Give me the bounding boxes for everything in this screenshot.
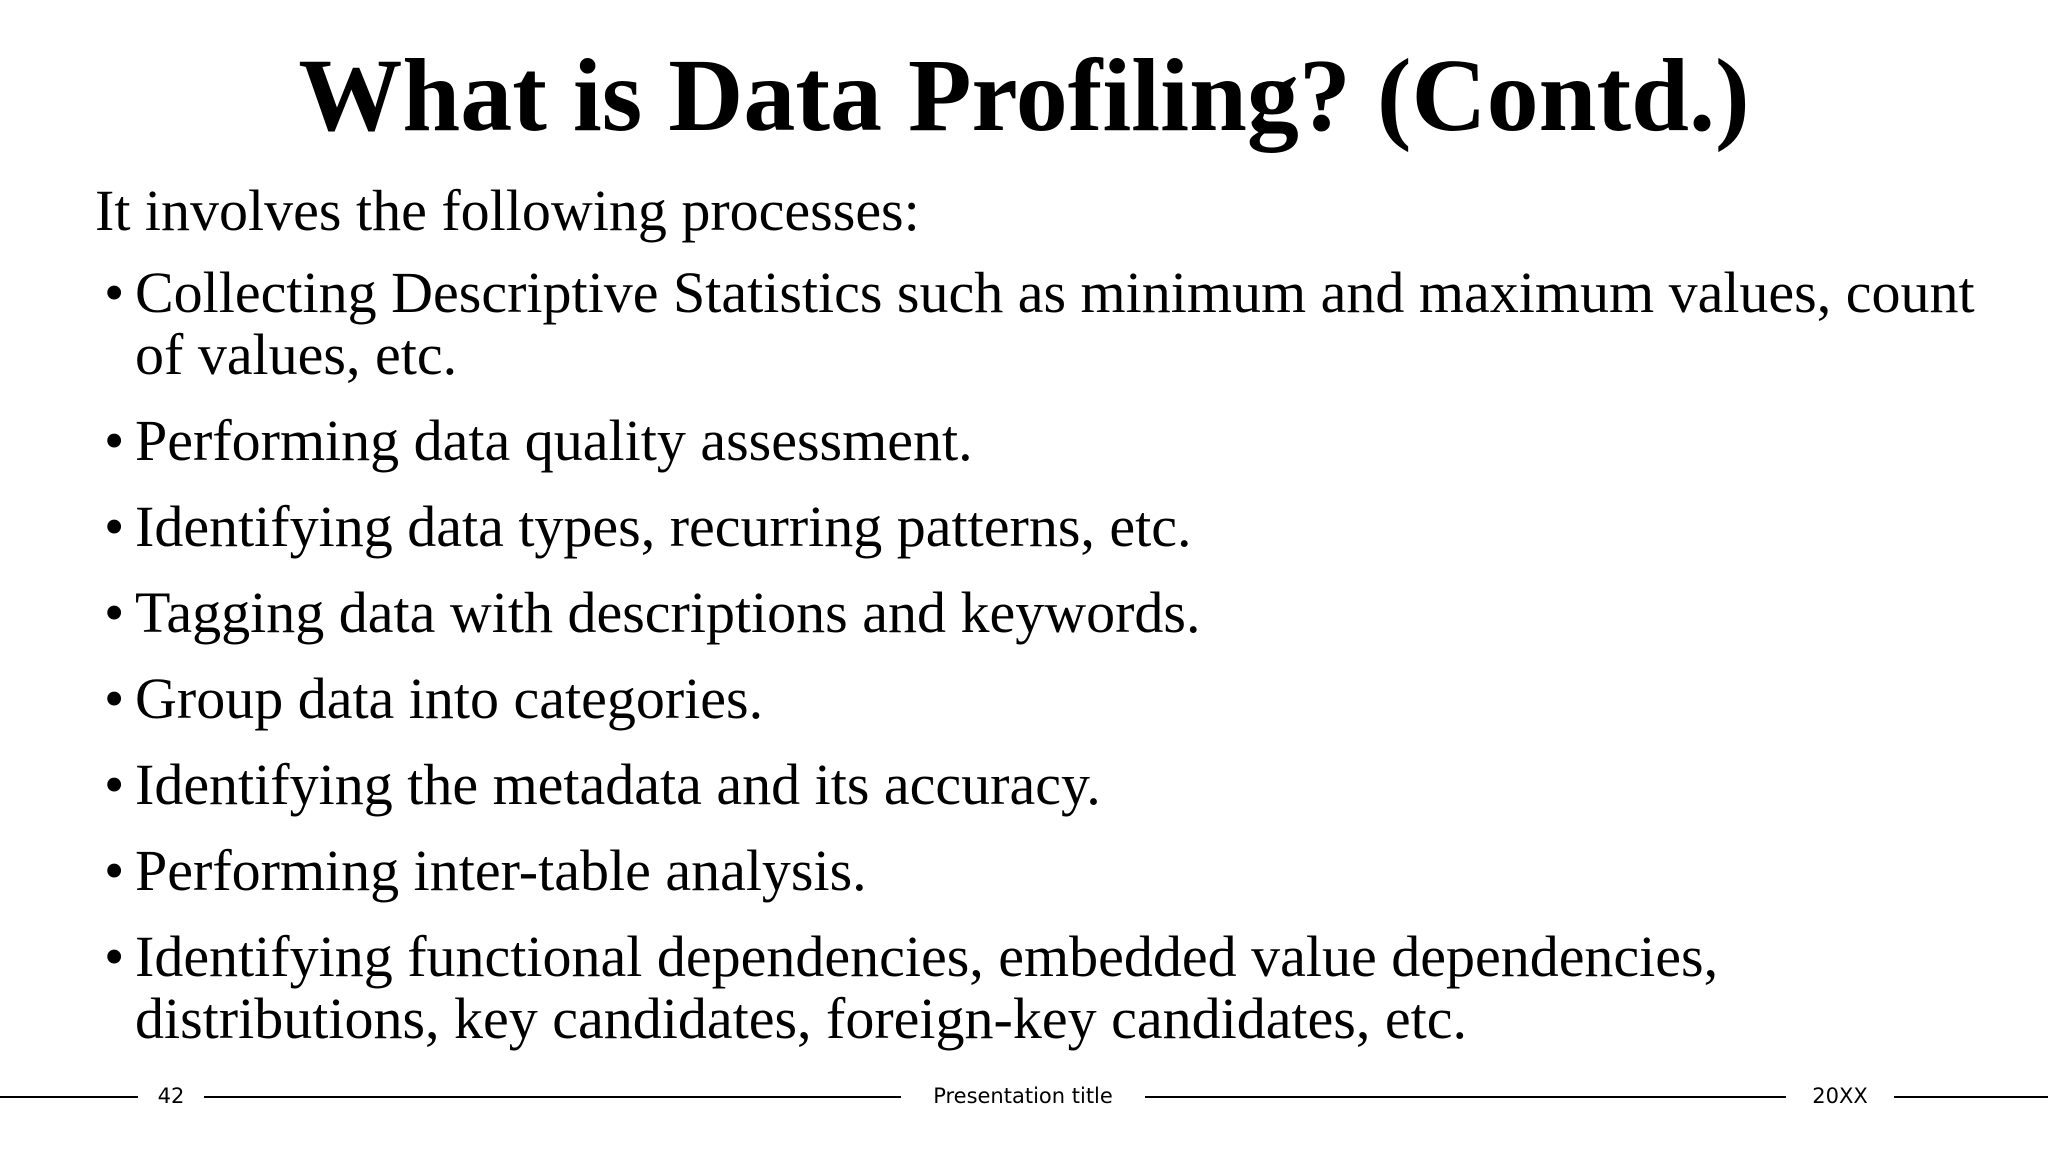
bullet-text: Group data into categories. [135, 666, 764, 731]
bullet-item [95, 926, 1995, 1050]
bullet-dot: • [104, 666, 125, 731]
bullet-dot: • [104, 752, 125, 817]
bullet-item [95, 410, 1995, 472]
footer-date: 20XX [1812, 1084, 1868, 1108]
bullet-text: Performing data quality assessment. [135, 408, 973, 473]
footer-rule-right [1894, 1096, 2048, 1098]
presentation-title: Presentation title [933, 1084, 1113, 1108]
bullet-dot: • [104, 580, 125, 645]
bullet-item [95, 668, 1995, 730]
footer-rule-middle-left [204, 1096, 901, 1098]
bullet-text: Collecting Descriptive Statistics such as minimum and maximum values, count of values, etc. [135, 260, 1975, 387]
bullet-text: Identifying data types, recurring patterns, etc. [135, 494, 1192, 559]
bullet-dot: • [104, 838, 125, 903]
bullet-dot: • [104, 494, 125, 559]
bullet-text: Performing inter-table analysis. [135, 838, 867, 903]
bullet-item [95, 496, 1995, 558]
bullet-text: Tagging data with descriptions and keywords. [135, 580, 1201, 645]
bullet-dot: • [104, 260, 125, 325]
slide-body [95, 176, 1995, 1074]
page-number: 42 [157, 1084, 185, 1108]
bullet-item [95, 262, 1995, 386]
bullet-dot: • [104, 924, 125, 989]
intro-text: It involves the following processes: [95, 178, 920, 243]
bullet-item [95, 582, 1995, 644]
bullet-item [95, 754, 1995, 816]
slide-footer [0, 1080, 2048, 1112]
slide-title: What is Data Profiling? (Contd.) [298, 38, 1750, 153]
bullet-dot: • [104, 408, 125, 473]
footer-rule-left [0, 1096, 138, 1098]
bullet-list [95, 262, 1995, 1050]
bullet-item [95, 840, 1995, 902]
bullet-text: Identifying the metadata and its accuracy. [135, 752, 1101, 817]
footer-rule-middle-right [1145, 1096, 1786, 1098]
bullet-text: Identifying functional dependencies, embedded value dependencies, distributions, key candidates, foreign-key candidates, etc. [135, 924, 1719, 1051]
